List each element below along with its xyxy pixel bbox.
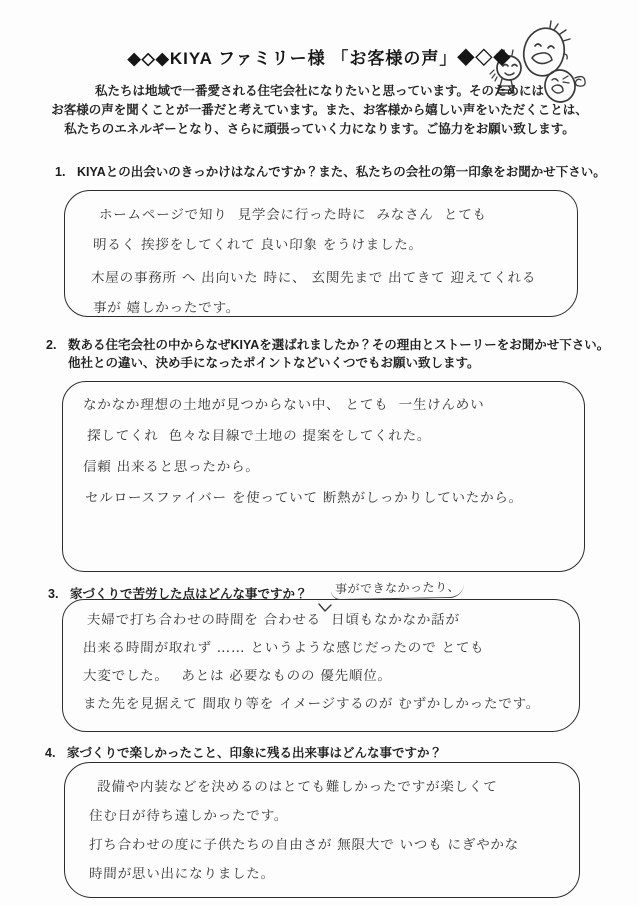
question-2-text: 数ある住宅会社の中からなぜKIYAを選ばれましたか？その理由とストーリーをお聞かせ下さい。: [68, 338, 610, 352]
answer-3-line: 大変でした。 あとは 必要なものの 優先順位。: [82, 668, 393, 684]
question-2-label: [46, 336, 609, 372]
answer-3-line: 夫婦で打ち合わせの時間を 合わせる 日頃もなかなか話が: [86, 612, 461, 628]
answer-3-inserted-note: 事ができなかったり、: [331, 578, 465, 600]
answer-4-line: 打ち合わせの度に子供たちの自由さが 無限大で いつも にぎやかな: [88, 837, 520, 853]
page-title: ◆◇◆KIYA ファミリー様 「お客様の声」◆◇◆: [127, 49, 512, 68]
question-4-label: [45, 744, 442, 762]
intro-line: 私たちは地域で一番愛される住宅会社になりたいと思っています。そのためには: [94, 84, 544, 98]
intro-line: お客様の声を聞くことが一番だと考えています。また、お客様から嬉しい声をいただくことは、: [51, 103, 588, 117]
answer-box-1: [64, 190, 578, 317]
answer-1-line: 事が 嬉しかったです。: [92, 300, 241, 316]
question-4-number: 4.: [45, 746, 56, 760]
question-3-number: 3.: [48, 587, 59, 601]
answer-4-line: 設備や内装などを決めるのはとても難しかったですが楽しくて: [96, 779, 498, 795]
answer-2-line: なかなか理想の土地が見つからない中、 とても 一生けんめい: [82, 397, 485, 413]
question-2-number: 2.: [46, 338, 57, 352]
question-1-text: KIYAとの出会いのきっかけはなんですか？また、私たちの会社の第一印象をお聞かせ下さい。: [77, 165, 606, 179]
answer-1-line: ホームページで知り 見学会に行った時に みなさん とても: [98, 207, 488, 223]
answer-box-3: [62, 599, 580, 732]
answer-4-line: 時間が思い出になりました。: [88, 866, 276, 882]
intro-text: [0, 82, 639, 139]
answer-2-line: セルロースファイバー を使っていて 断熱がしっかりしていたから。: [84, 490, 524, 506]
answer-3-line: 出来る時間が取れず …… というような感じだったので とても: [82, 640, 485, 656]
question-1-number: 1.: [55, 165, 66, 179]
question-3-text: 家づくりで苦労した点はどんな事ですか？: [70, 587, 308, 601]
answer-4-line: 住む日が待ち遠しかったです。: [88, 808, 289, 824]
answer-1-line: 明るく 挨拶をしてくれて 良い印象 をうけました。: [92, 237, 424, 253]
answer-3-line: また先を見据えて 間取り等を イメージするのが むずかしかったです。: [82, 696, 541, 712]
question-2-text-line2: 他社との違い、決め手になったポイントなどいくつでもお願い致します。: [68, 356, 480, 370]
insertion-caret-mark: [318, 600, 332, 618]
answer-2-line: 信頼 出来ると思ったから。: [82, 459, 260, 475]
question-4-text: 家づくりで楽しかったこと、印象に残る出来事はどんな事ですか？: [67, 746, 443, 760]
answer-2-line: 探してくれ 色々な目線で土地の 提案をしてくれた。: [86, 428, 432, 444]
intro-line: 私たちのエネルギーとなり、さらに頑張っていく力になります。ご協力をお願い致します。: [64, 122, 575, 136]
answer-box-4: [64, 762, 580, 898]
question-1-label: [55, 163, 606, 181]
answer-1-line: 木屋の事務所 へ 出向いた 時に、 玄関先まで 出てきて 迎えてくれる: [90, 270, 537, 286]
answer-box-2: [62, 381, 585, 572]
